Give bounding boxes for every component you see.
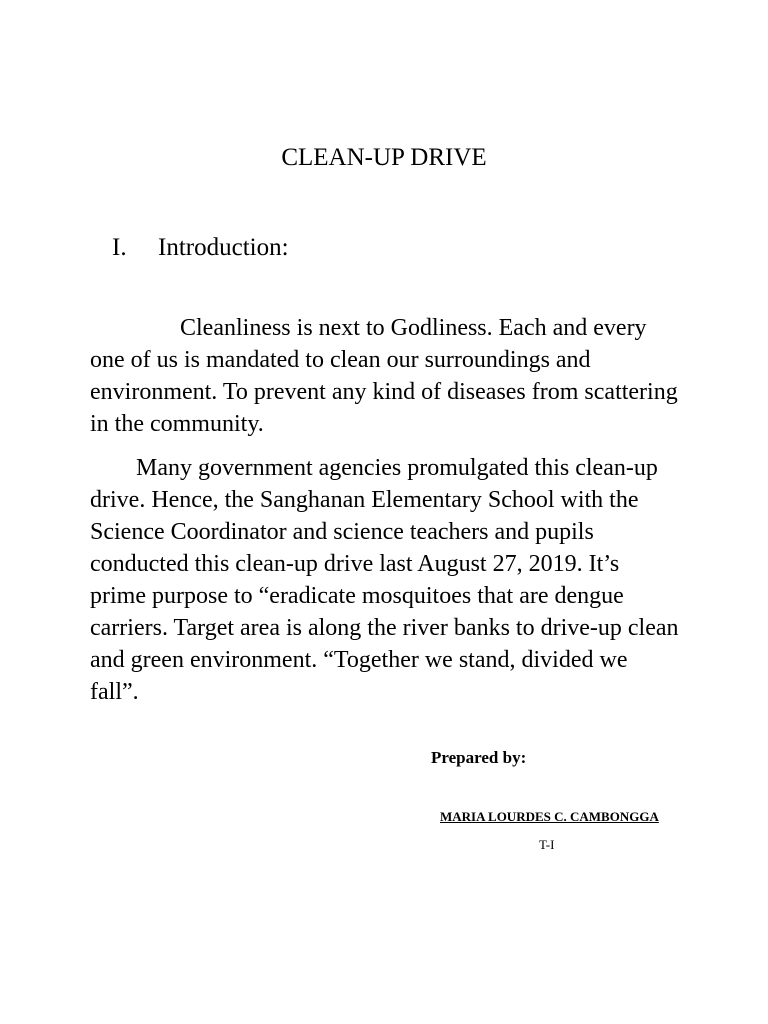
- signer-name: MARIA LOURDES C. CAMBONGGA: [440, 809, 659, 824]
- section-heading: [112, 233, 289, 263]
- signer-position: T-I: [539, 837, 555, 852]
- section-title: Introduction:: [158, 234, 289, 261]
- document-title: CLEAN-UP DRIVE: [281, 144, 487, 171]
- section-number: I.: [112, 234, 127, 261]
- prepared-by-label: Prepared by:: [431, 748, 527, 767]
- paragraph-1: Cleanliness is next to Godliness. Each and every one of us is mandated to clean our surroundings and environment. To prevent any kind of diseases from scattering in the community.: [90, 315, 678, 437]
- paragraph-2: Many government agencies promulgated this clean-up drive. Hence, the Sanghanan Elementary School with the Science Coordinator and science teachers and pupils conducted this clean-up drive last August 27, 2019. It’s prime purpose to “eradicate mosquitoes that are dengue carriers. Target area is along the river banks to drive-up clean and green environment. “Together we stand, divided we fall”.: [90, 455, 679, 705]
